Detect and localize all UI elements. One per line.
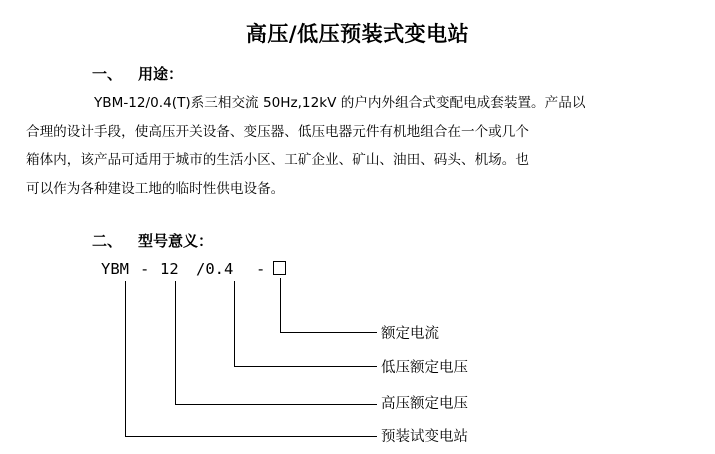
- section-number: 二、: [92, 232, 123, 250]
- paragraph-line: 可以作为各种建设工地的临时性供电设备。: [26, 180, 285, 197]
- leader-line-high-voltage: [176, 281, 378, 405]
- page-title: 高压/低压预装式变电站: [245, 22, 470, 46]
- leader-line-low-voltage: [235, 281, 378, 367]
- section-title: 用途：: [138, 65, 184, 83]
- paragraph-line: YBM-12/0.4(T)系三相交流 50Hz,12kV 的户内外组合式变配电成套装置。产品以: [94, 95, 586, 111]
- paragraph-line: 合理的设计手段，使高压开关设备、变压器、低压电器元件有机地组合在一个或几个: [26, 123, 529, 140]
- section-title: 型号意义：: [138, 232, 214, 250]
- model-code-voltage-high: 12: [160, 260, 179, 278]
- label-substation-type: 预装试变电站: [381, 429, 468, 445]
- model-code-voltage-low: /0.4: [196, 260, 234, 278]
- section-number: 一、: [92, 65, 123, 83]
- leader-line-substation-type: [126, 281, 378, 437]
- model-code-dash: -: [256, 260, 266, 278]
- label-high-voltage-rating: 高压额定电压: [381, 396, 468, 412]
- model-code-ybm: YBM: [101, 260, 129, 278]
- label-rated-current: 额定电流: [381, 326, 439, 342]
- label-low-voltage-rating: 低压额定电压: [381, 360, 468, 376]
- leader-line-rated-current: [281, 278, 378, 333]
- model-code-dash: -: [140, 260, 150, 278]
- paragraph-line: 箱体内，该产品可适用于城市的生活小区、工矿企业、矿山、油田、码头、机场。也: [26, 152, 529, 168]
